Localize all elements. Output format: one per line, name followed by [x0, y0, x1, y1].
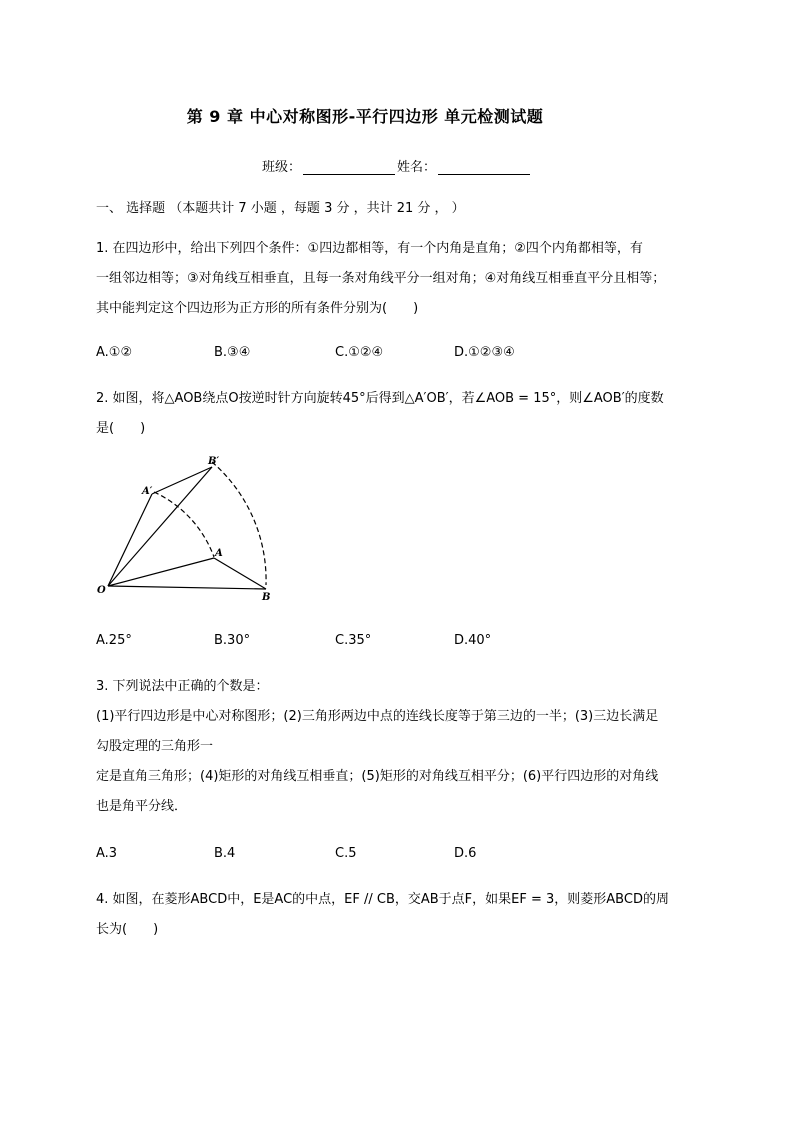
question-line: 其中能判定这个四边形为正方形的所有条件分别为( )	[96, 301, 419, 316]
question-line: 也是角平分线．	[96, 799, 188, 814]
question-line: 勾股定理的三角形一	[96, 739, 214, 754]
question-line: 4. 如图，在菱形ABCD中，E是AC的中点，EF // CB，交AB于点F，如果EF = 3，则菱形ABCD的周	[96, 892, 669, 907]
inner-arc	[154, 492, 214, 557]
option-c: C.①②④	[335, 345, 384, 360]
class-blank	[303, 160, 395, 175]
option-a: A.25°	[96, 633, 132, 648]
option-a: A.①②	[96, 345, 133, 360]
option-c: C.35°	[335, 633, 372, 648]
question-4	[96, 885, 702, 945]
question-line: (1)平行四边形是中心对称图形；(2)三角形两边中点的连线长度等于第三边的一半；(3)三边长满足	[96, 709, 659, 724]
segment-oa1	[108, 494, 152, 586]
option-b: B.③④	[214, 345, 251, 360]
question-2-options	[96, 633, 702, 653]
option-d: D.6	[454, 846, 477, 861]
label-a: A	[215, 548, 223, 559]
option-b: B.4	[214, 846, 236, 861]
question-1	[96, 234, 702, 324]
option-a: A.3	[96, 846, 118, 861]
question-line: 1. 在四边形中，给出下列四个条件：①四边都相等，有一个内角是直角；②四个内角都相等，有	[96, 241, 643, 256]
option-d: D.40°	[454, 633, 492, 648]
segment-oa	[108, 558, 214, 586]
segment-ab	[214, 558, 266, 589]
name-blank	[438, 160, 530, 175]
option-c: C.5	[335, 846, 357, 861]
label-b-prime: B′	[208, 456, 220, 467]
question-3-options	[96, 846, 702, 866]
question-2	[96, 384, 702, 444]
segment-a1b1	[152, 467, 212, 494]
option-b: B.30°	[214, 633, 251, 648]
name-label: 姓名：	[397, 160, 437, 175]
question-line: 2. 如图，将△AOB绕点O按逆时针方向旋转45°后得到△A′OB′，若∠AOB = 15°，则∠AOB′的度数	[96, 391, 664, 406]
question-1-options	[96, 345, 702, 365]
rotation-figure	[94, 452, 284, 604]
page-title: 第 9 章 中心对称图形-平行四边形 单元检测试题	[186, 107, 544, 126]
label-b: B	[262, 592, 271, 603]
question-line: 3. 下列说法中正确的个数是：	[96, 679, 269, 694]
question-line: 长为( )	[96, 922, 159, 937]
label-a-prime: A′	[142, 486, 153, 497]
question-3	[96, 672, 702, 822]
segment-ob1	[108, 467, 212, 586]
segment-ob	[108, 586, 266, 589]
class-name-line	[262, 156, 532, 175]
question-line: 一组邻边相等；③对角线互相垂直，且每一条对角线平分一组对角；④对角线互相垂直平分且相等；	[96, 271, 666, 286]
class-label: 班级：	[262, 160, 302, 175]
section-heading: 一、 选择题 （本题共计 7 小题 ，每题 3 分 ，共计 21 分 ， ）	[96, 201, 465, 216]
question-line: 是( )	[96, 421, 146, 436]
label-o: O	[97, 585, 106, 596]
option-d: D.①②③④	[454, 345, 515, 360]
question-line: 定是直角三角形；(4)矩形的对角线互相垂直；(5)矩形的对角线互相平分；(6)平行四边形的对角线	[96, 769, 659, 784]
outer-arc	[212, 462, 266, 585]
